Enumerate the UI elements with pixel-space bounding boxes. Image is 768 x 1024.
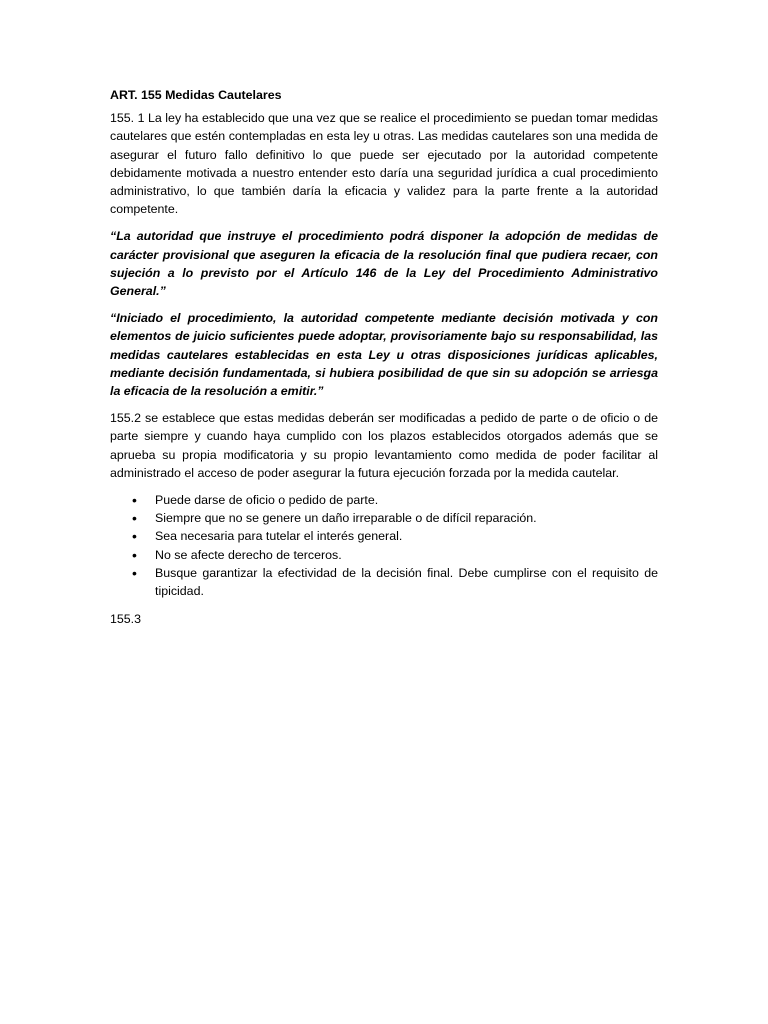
paragraph-155-2: 155.2 se establece que estas medidas deberán ser modificadas a pedido de parte o de oficio o de parte siempre y cuando haya cumplido con los plazos establecidos otorgados además que se aprueba su propia modificatoria y su propio levantamiento como medida de poder facilitar al administrado el acceso de poder asegurar la futura ejecución forzada por la medida cautelar. (110, 411, 658, 480)
list-item (110, 491, 658, 509)
quote-paragraph-1: “La autoridad que instruye el procedimiento podrá disponer la adopción de medidas de carácter provisional que aseguren la eficacia de la resolución final que pudiera recaer, con sujeción a lo previsto por el Artículo 146 de la Ley del Procedimiento Administrativo General.” (110, 229, 658, 299)
article-heading: ART. 155 Medidas Cautelares (110, 88, 282, 102)
section-number-155-3: 155.3 (110, 612, 142, 627)
list-item-text: Sea necesaria para tutelar el interés general. (155, 529, 403, 544)
list-item (110, 546, 658, 564)
bullet-icon: • (132, 510, 137, 527)
list-item-text: No se afecte derecho de terceros. (155, 547, 342, 562)
list-item-text: Siempre que no se genere un daño irreparable o de difícil reparación. (155, 511, 537, 526)
bullet-icon: • (132, 528, 137, 545)
list-item-text: Busque garantizar la efectividad de la decisión final. Debe cumplirse con el requisito de tipicidad. (155, 565, 658, 599)
quote-paragraph-2: “Iniciado el procedimiento, la autoridad competente mediante decisión motivada y con elementos de juicio suficientes puede adoptar, provisoriamente bajo su responsabilidad, las medidas cautelares establecidas en esta Ley u otras disposiciones jurídicas aplicables, mediante decisión fundamentada, si hubiera posibilidad de que sin su adopción se arriesga la eficacia de la resolución a emitir.” (110, 311, 658, 399)
paragraph-155-1: 155. 1 La ley ha establecido que una vez que se realice el procedimiento se puedan tomar medidas cautelares que estén contempladas en esta ley u otras. Las medidas cautelares son una medida de asegurar el futuro fallo definitivo lo que puede ser ejecutado por la autoridad competente debidamente motivada a nuestro entender esto daría una seguridad jurídica a cual procedimiento administrativo, lo que también daría la eficacia y validez para la parte frente a la autoridad competente. (110, 111, 658, 217)
list-item (110, 509, 658, 527)
list-item-text: Puede darse de oficio o pedido de parte. (155, 493, 379, 508)
bullet-icon: • (132, 546, 137, 563)
bullet-icon: • (132, 564, 137, 581)
requirements-list (110, 491, 658, 600)
list-item (110, 564, 658, 600)
document-page (110, 86, 658, 628)
bullet-icon: • (132, 492, 137, 509)
list-item (110, 527, 658, 545)
